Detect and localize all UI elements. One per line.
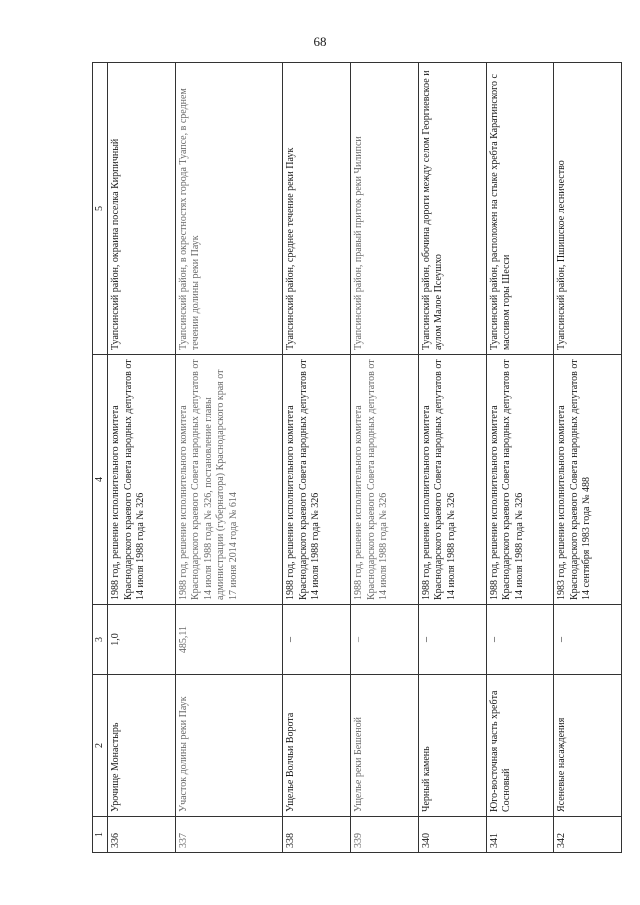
row-number-cell: 337: [175, 817, 283, 853]
row-number-cell: 336: [108, 817, 176, 853]
legal-basis-cell: 1988 год, решение исполнительного комитета Краснодарского краевого Совета народных депутатов от 14 июля 1988 года № 326: [108, 355, 176, 605]
table-row: [175, 63, 283, 853]
area-size-cell: –: [351, 605, 419, 675]
page-number: 68: [313, 34, 327, 49]
area-name-cell: Участок долины реки Паук: [175, 675, 283, 817]
row-number-cell: 338: [283, 817, 351, 853]
area-size-cell: –: [283, 605, 351, 675]
area-size-cell: –: [554, 605, 622, 675]
location-cell: Туапсинский район, в окрестностях города Туапсе, в среднем течении долины реки Паук: [175, 63, 283, 355]
area-name-cell: Юго-восточная часть хребта Сосновый: [486, 675, 554, 817]
table-row: [418, 63, 486, 853]
table-row: [486, 63, 554, 853]
area-size-cell: –: [486, 605, 554, 675]
area-size-cell: 485,11: [175, 605, 283, 675]
column-header: 4: [93, 355, 108, 605]
area-name-cell: Ясеневые насаждения: [554, 675, 622, 817]
table-row: [554, 63, 622, 853]
area-name-cell: Ущелье реки Бешеной: [351, 675, 419, 817]
location-cell: Туапсинский район, среднее течение реки Паук: [283, 63, 351, 355]
row-number-cell: 342: [554, 817, 622, 853]
column-header: 1: [93, 817, 108, 853]
table-row: [351, 63, 419, 853]
location-cell: Туапсинский район, расположен на стыке хребта Каратинского с массивом горы Шесси: [486, 63, 554, 355]
table-row: [108, 63, 176, 853]
area-name-cell: Ущелье Волчьи Ворота: [283, 675, 351, 817]
location-cell: Туапсинский район, обочина дороги между селом Георгиевское и аулом Малое Псеушхо: [418, 63, 486, 355]
rotated-table-container: [92, 63, 622, 853]
area-name-cell: Урочище Монастырь: [108, 675, 176, 817]
area-name-cell: Черный камень: [418, 675, 486, 817]
location-cell: Туапсинский район, окраина поселка Кирпичный: [108, 63, 176, 355]
area-size-cell: 1,0: [108, 605, 176, 675]
legal-basis-cell: 1988 год, решение исполнительного комитета Краснодарского краевого Совета народных депутатов от 14 июля 1988 года № 326: [351, 355, 419, 605]
legal-basis-cell: 1988 год, решение исполнительного комитета Краснодарского краевого Совета народных депутатов от 14 июля 1988 года № 326: [486, 355, 554, 605]
protected-areas-table: [92, 62, 622, 853]
area-size-cell: –: [418, 605, 486, 675]
column-header: 3: [93, 605, 108, 675]
column-header: 5: [93, 63, 108, 355]
location-cell: Туапсинский район, правый приток реки Чилипси: [351, 63, 419, 355]
row-number-cell: 341: [486, 817, 554, 853]
column-number-row: [93, 63, 108, 853]
row-number-cell: 339: [351, 817, 419, 853]
legal-basis-cell: 1988 год, решение исполнительного комитета Краснодарского краевого Совета народных депутатов от 14 июля 1988 года № 326: [418, 355, 486, 605]
legal-basis-cell: 1983 год, решение исполнительного комитета Краснодарского краевого Совета народных депутатов от 14 сентября 1983 года № 488: [554, 355, 622, 605]
table-wrapper: [92, 63, 622, 853]
table-row: [283, 63, 351, 853]
legal-basis-cell: 1988 год, решение исполнительного комитета Краснодарского краевого Совета народных депутатов от 14 июля 1988 года № 326, постановление главы администрации (губернатора) Краснодарского края от 17 июня 2014 года № 614: [175, 355, 283, 605]
column-header: 2: [93, 675, 108, 817]
legal-basis-cell: 1988 год, решение исполнительного комитета Краснодарского краевого Совета народных депутатов от 14 июля 1988 года № 326: [283, 355, 351, 605]
location-cell: Туапсинский район, Пшишское лесничество: [554, 63, 622, 355]
row-number-cell: 340: [418, 817, 486, 853]
